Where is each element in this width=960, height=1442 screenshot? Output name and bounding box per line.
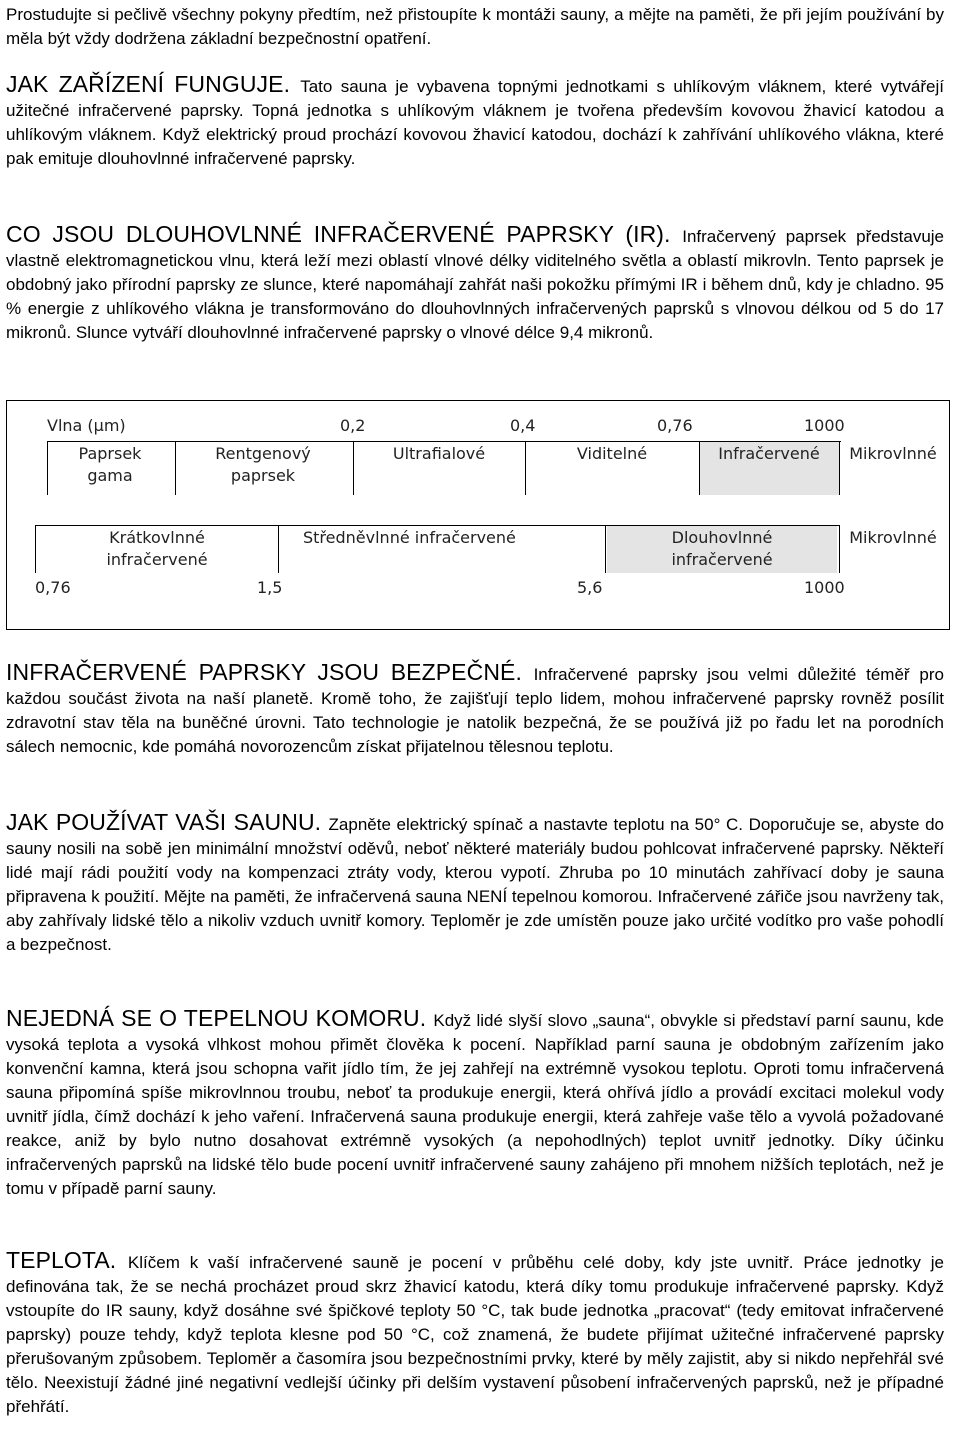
section-heading: TEPLOTA: [6, 1247, 110, 1273]
spectrum-figure: [6, 400, 950, 630]
section-how-to-use: JAK POUŽÍVAT VAŠI SAUNU. Zapněte elektrický spínač a nastavte teplotu na 50° C. Doporučuje se, abyste do sauny nosili na sobě jen minimální množství oděvů, neboť některé materiály budou pohlcovat infračervené paprsky. Někteří lidé mají rádi použití vody na kompenzaci ztráty vody, kterou vypotí. Zhruba po 10 minutách zahřívací doby je sauna připravena k použití. Mějte na paměti, že infračervená sauna NENÍ tepelnou komorou. Infračervené zářiče jsou navrženy tak, aby zahřívaly lidské tělo a nikoliv vzduch uvnitř komory. Teploměr je zde umístěn pouze jako určité vodítko pro vaše pohodlí a bezpečnost.: [6, 809, 944, 954]
band-infrared: Infračervené: [718, 444, 820, 463]
top-tick: 1000: [804, 416, 845, 435]
bottom-tick: 0,76: [35, 578, 71, 597]
band-midwave-ir: Středněvlnné infračervené: [303, 528, 516, 547]
section-heading: INFRAČERVENÉ PAPRSKY JSOU BEZPEČNÉ: [6, 659, 516, 685]
band-microwave: Mikrovlnné: [849, 444, 937, 463]
bottom-tick: 5,6: [577, 578, 603, 597]
band-xray: Rentgenový paprsek: [215, 444, 311, 485]
section-text: Když lidé slyší slovo „sauna“, obvykle si představí parní saunu, kde vysoká teplota a vysoká vlhkost mohou přimět člověka k pocení. Například parní sauna je obdobným zařízením jako konvenční kamna, která jsou schopna vařit jídlo tím, že jej zahřejí na extrémně vysokou teplotu. Oproti tomu infračervená sauna připomíná spíše mikrovlnnou troubu, neboť ta produkuje energii, která ohřívá jídlo a provádí excitaci molekul vody uvnitř jídla, čímž dochází k jeho vaření. Infračervená sauna produkuje energii, která zahřeje vaše tělo a vyvolá požadované reakce, aniž by bylo nutno dosahovat extrémně vysokých (a nepohodlných) teplot uvnitř jednotky. Díky účinku infračervených paprsků na lidské tělo bude pocení uvnitř infračervené sauny zahájeno při mnohem nižších teplotách, než je tomu v případě parní sauny.: [6, 1011, 944, 1198]
section-heading: JAK ZAŘÍZENÍ FUNGUJE: [6, 71, 284, 97]
section-what-is-ir: CO JSOU DLOUHOVLNNÉ INFRAČERVENÉ PAPRSKY (IR). Infračervený paprsek představuje vlastně elektromagnetickou vlnu, která leží mezi oblastí vlnové délky viditelného světla a oblastí mikrovln. Tento paprsek je obdobný jako přírodní paprsky ze slunce, které napomáhají zahřát naši pokožku přímými IR i během dnů, kdy je chladno. 95 % energie z uhlíkového vlákna je transformováno do dlouhovlnných infračervených paprsků s vlnovou délkou od 5 do 17 mikronů. Slunce vytváří dlouhovlnné infračervené paprsky o vlnové délce 9,4 mikronů.: [6, 221, 945, 342]
section-heading: NEJEDNÁ SE O TEPELNOU KOMORU: [6, 1005, 420, 1031]
intro-text: Prostudujte si pečlivě všechny pokyny předtím, než přistoupíte k montáži sauny, a mějte na paměti, že při jejím používání by měla být vždy dodržena základní bezpečnostní opatření.: [6, 5, 944, 48]
section-temperature: TEPLOTA. Klíčem k vaší infračervené sauně je pocení v průběhu celé doby, kdy jste uvnitř. Práce jednotky je definována tak, že se nechá procházet proud skrz žhavicí katodu, která díky tomu produkuje infračervené paprsky. Když vstoupíte do IR sauny, když dosáhne své špičkové teploty 50 °C, tak bude jednotka „pracovat“ (tedy emitovat infračervené paprsky) pouze tehdy, když teplota klesne pod 50 °C, což znamená, že budete přijímat užitečné infračervené paprsky přerušovaným způsobem. Teploměr a časomíra jsou bezpečnostními prvky, které by měly zajistit, aby si nikdo nepřehřál své tělo. Neexistují žádné jiné negativní vedlejší účinky při delším vystavení působení infračervených paprsků, než je případné přehřátí.: [6, 1247, 945, 1416]
section-text: Tato sauna je vybavena topnými jednotkami s uhlíkovým vláknem, které vytvářejí užitečné infračervené paprsky. Topná jednotka s uhlíkovým vláknem je tvořena především kovovou žhavicí katodou a uhlíkovým vláknem. Když elektrický proud prochází kovovou žhavicí katodou, dochází k zahřívání uhlíkového vlákna, které pak emituje dlouhovlnné infračervené paprsky.: [6, 77, 945, 168]
bottom-tick: 1000: [804, 578, 845, 597]
band-shortwave-ir: Krátkovlnné infračervené: [106, 528, 208, 569]
top-tick: 0,76: [657, 416, 693, 435]
top-band-top-line: [47, 441, 841, 442]
band-microwave-bottom: Mikrovlnné: [849, 528, 937, 547]
section-text: Infračervené paprsky jsou velmi důležité téměř pro každou součást života na naší planetě. Kromě toho, že zajišťují teplo lidem, mohou infračervené paprsky rovněž posílit zdravotní stav těla na buněčné úrovni. Tato technologie je natolik bezpečná, že se používá již po řadu let na porodních sálech nemocnic, kde pomáhá novorozencům získat přijatelnou tělesnou teplotu.: [6, 665, 944, 756]
section-text: Klíčem k vaší infračervené sauně je pocení v průběhu celé doby, kdy jste uvnitř. Práce jednotky je definována tak, že se nechá procházet proud skrz žhavicí katodu, která díky tomu produkuje infračervené paprsky. Když vstoupíte do IR sauny, když dosáhne své špičkové teploty 50 °C, tak bude jednotka „pracovat“ (tedy emitovat infračervené paprsky) pouze tehdy, když teplota klesne pod 50 °C, což znamená, že budete přijímat užitečné infračervené paprsky přerušovaným způsobem. Teploměr a časomíra jsou bezpečnostními prvky, které by měly zajistit, aby si nikdo nepřehřál své tělo. Neexistují žádné jiné negativní vedlejší účinky při delším vystavení působení infračervených paprsků, než je případné přehřátí.: [6, 1253, 945, 1416]
band-visible: Viditelné: [576, 444, 648, 463]
section-heading: JAK POUŽÍVAT VAŠI SAUNU: [6, 809, 315, 835]
section-heading: CO JSOU DLOUHOVLNNÉ INFRAČERVENÉ PAPRSKY (IR): [6, 221, 665, 247]
section-text: Infračervený paprsek představuje vlastně elektromagnetickou vlnu, která leží mezi oblastí vlnové délky viditelného světla a oblastí mikrovln. Tento paprsek je obdobný jako přírodní paprsky ze slunce, které napomáhají zahřát naši pokožku přímými IR i během dnů, kdy je chladno. 95 % energie z uhlíkového vlákna je transformováno do dlouhovlnných infračervených paprsků s vlnovou délkou od 5 do 17 mikronů. Slunce vytváří dlouhovlnné infračervené paprsky o vlnové délce 9,4 mikronů.: [6, 227, 945, 342]
section-text: Zapněte elektrický spínač a nastavte teplotu na 50° C. Doporučuje se, abyste do sauny nosili na sobě jen minimální množství oděvů, neboť některé materiály budou pohlcovat infračervené paprsky. Někteří lidé mají rádi použití vody na kompenzaci ztráty vody, kterou vypotí. Zhruba po 10 minutách zahřívací doby je sauna připravena k použití. Mějte na paměti, že infračervená sauna NENÍ tepelnou komorou. Infračervené zářiče jsou navrženy tak, aby zahřívaly lidské tělo a nikoliv vzduch uvnitř komory. Teploměr je zde umístěn pouze jako určité vodítko pro vaše pohodlí a bezpečnost.: [6, 815, 944, 954]
bottom-band-top-line: [35, 525, 839, 526]
section-not-heat-chamber: NEJEDNÁ SE O TEPELNOU KOMORU. Když lidé slyší slovo „sauna“, obvykle si představí parní saunu, kde vysoká teplota a vysoká vlhkost mohou přimět člověka k pocení. Například parní sauna je obdobným zařízením jako konvenční kamna, která jsou schopna vařit jídlo tím, že jej zahřejí na extrémně vysokou teplotu. Oproti tomu infračervená sauna připomíná spíše mikrovlnnou troubu, neboť ta produkuje energii, která ohřívá jídlo a provádí excitaci molekul vody uvnitř jídla, čímž dochází k jeho vaření. Infračervená sauna produkuje energii, která zahřeje vaše tělo a vyvolá požadované reakce, aniž by bylo nutno dosahovat extrémně vysokých (a nepohodlných) teplot uvnitř jednotky. Díky účinku infračervených paprsků na lidské tělo bude pocení uvnitř infračervené sauny zahájeno při mnohem nižších teplotách, než je tomu v případě parní sauny.: [6, 1005, 944, 1198]
intro-paragraph: [6, 3, 944, 51]
band-ultraviolet: Ultrafialové: [392, 444, 486, 463]
top-tick: 0,4: [510, 416, 536, 435]
wavelength-label: Vlna (µm): [47, 416, 126, 435]
section-ir-safe: INFRAČERVENÉ PAPRSKY JSOU BEZPEČNÉ. Infračervené paprsky jsou velmi důležité téměř pro každou součást života na naší planetě. Kromě toho, že zajišťují teplo lidem, mohou infračervené paprsky rovněž posílit zdravotní stav těla na buněčné úrovni. Tato technologie je natolik bezpečná, že se používá již po řadu let na porodních sálech nemocnic, kde pomáhá novorozencům získat přijatelnou tělesnou teplotu.: [6, 659, 944, 756]
section-how-it-works: JAK ZAŘÍZENÍ FUNGUJE. Tato sauna je vybavena topnými jednotkami s uhlíkovým vláknem, které vytvářejí užitečné infračervené paprsky. Topná jednotka s uhlíkovým vláknem je tvořena především kovovou žhavicí katodou a uhlíkovým vláknem. Když elektrický proud prochází kovovou žhavicí katodou, dochází k zahřívání uhlíkového vlákna, které pak emituje dlouhovlnné infračervené paprsky.: [6, 71, 945, 168]
bottom-tick: 1,5: [257, 578, 283, 597]
top-tick: 0,2: [340, 416, 366, 435]
band-longwave-ir: Dlouhovlnné infračervené: [671, 528, 773, 569]
band-gamma: Paprsek gama: [78, 444, 142, 485]
